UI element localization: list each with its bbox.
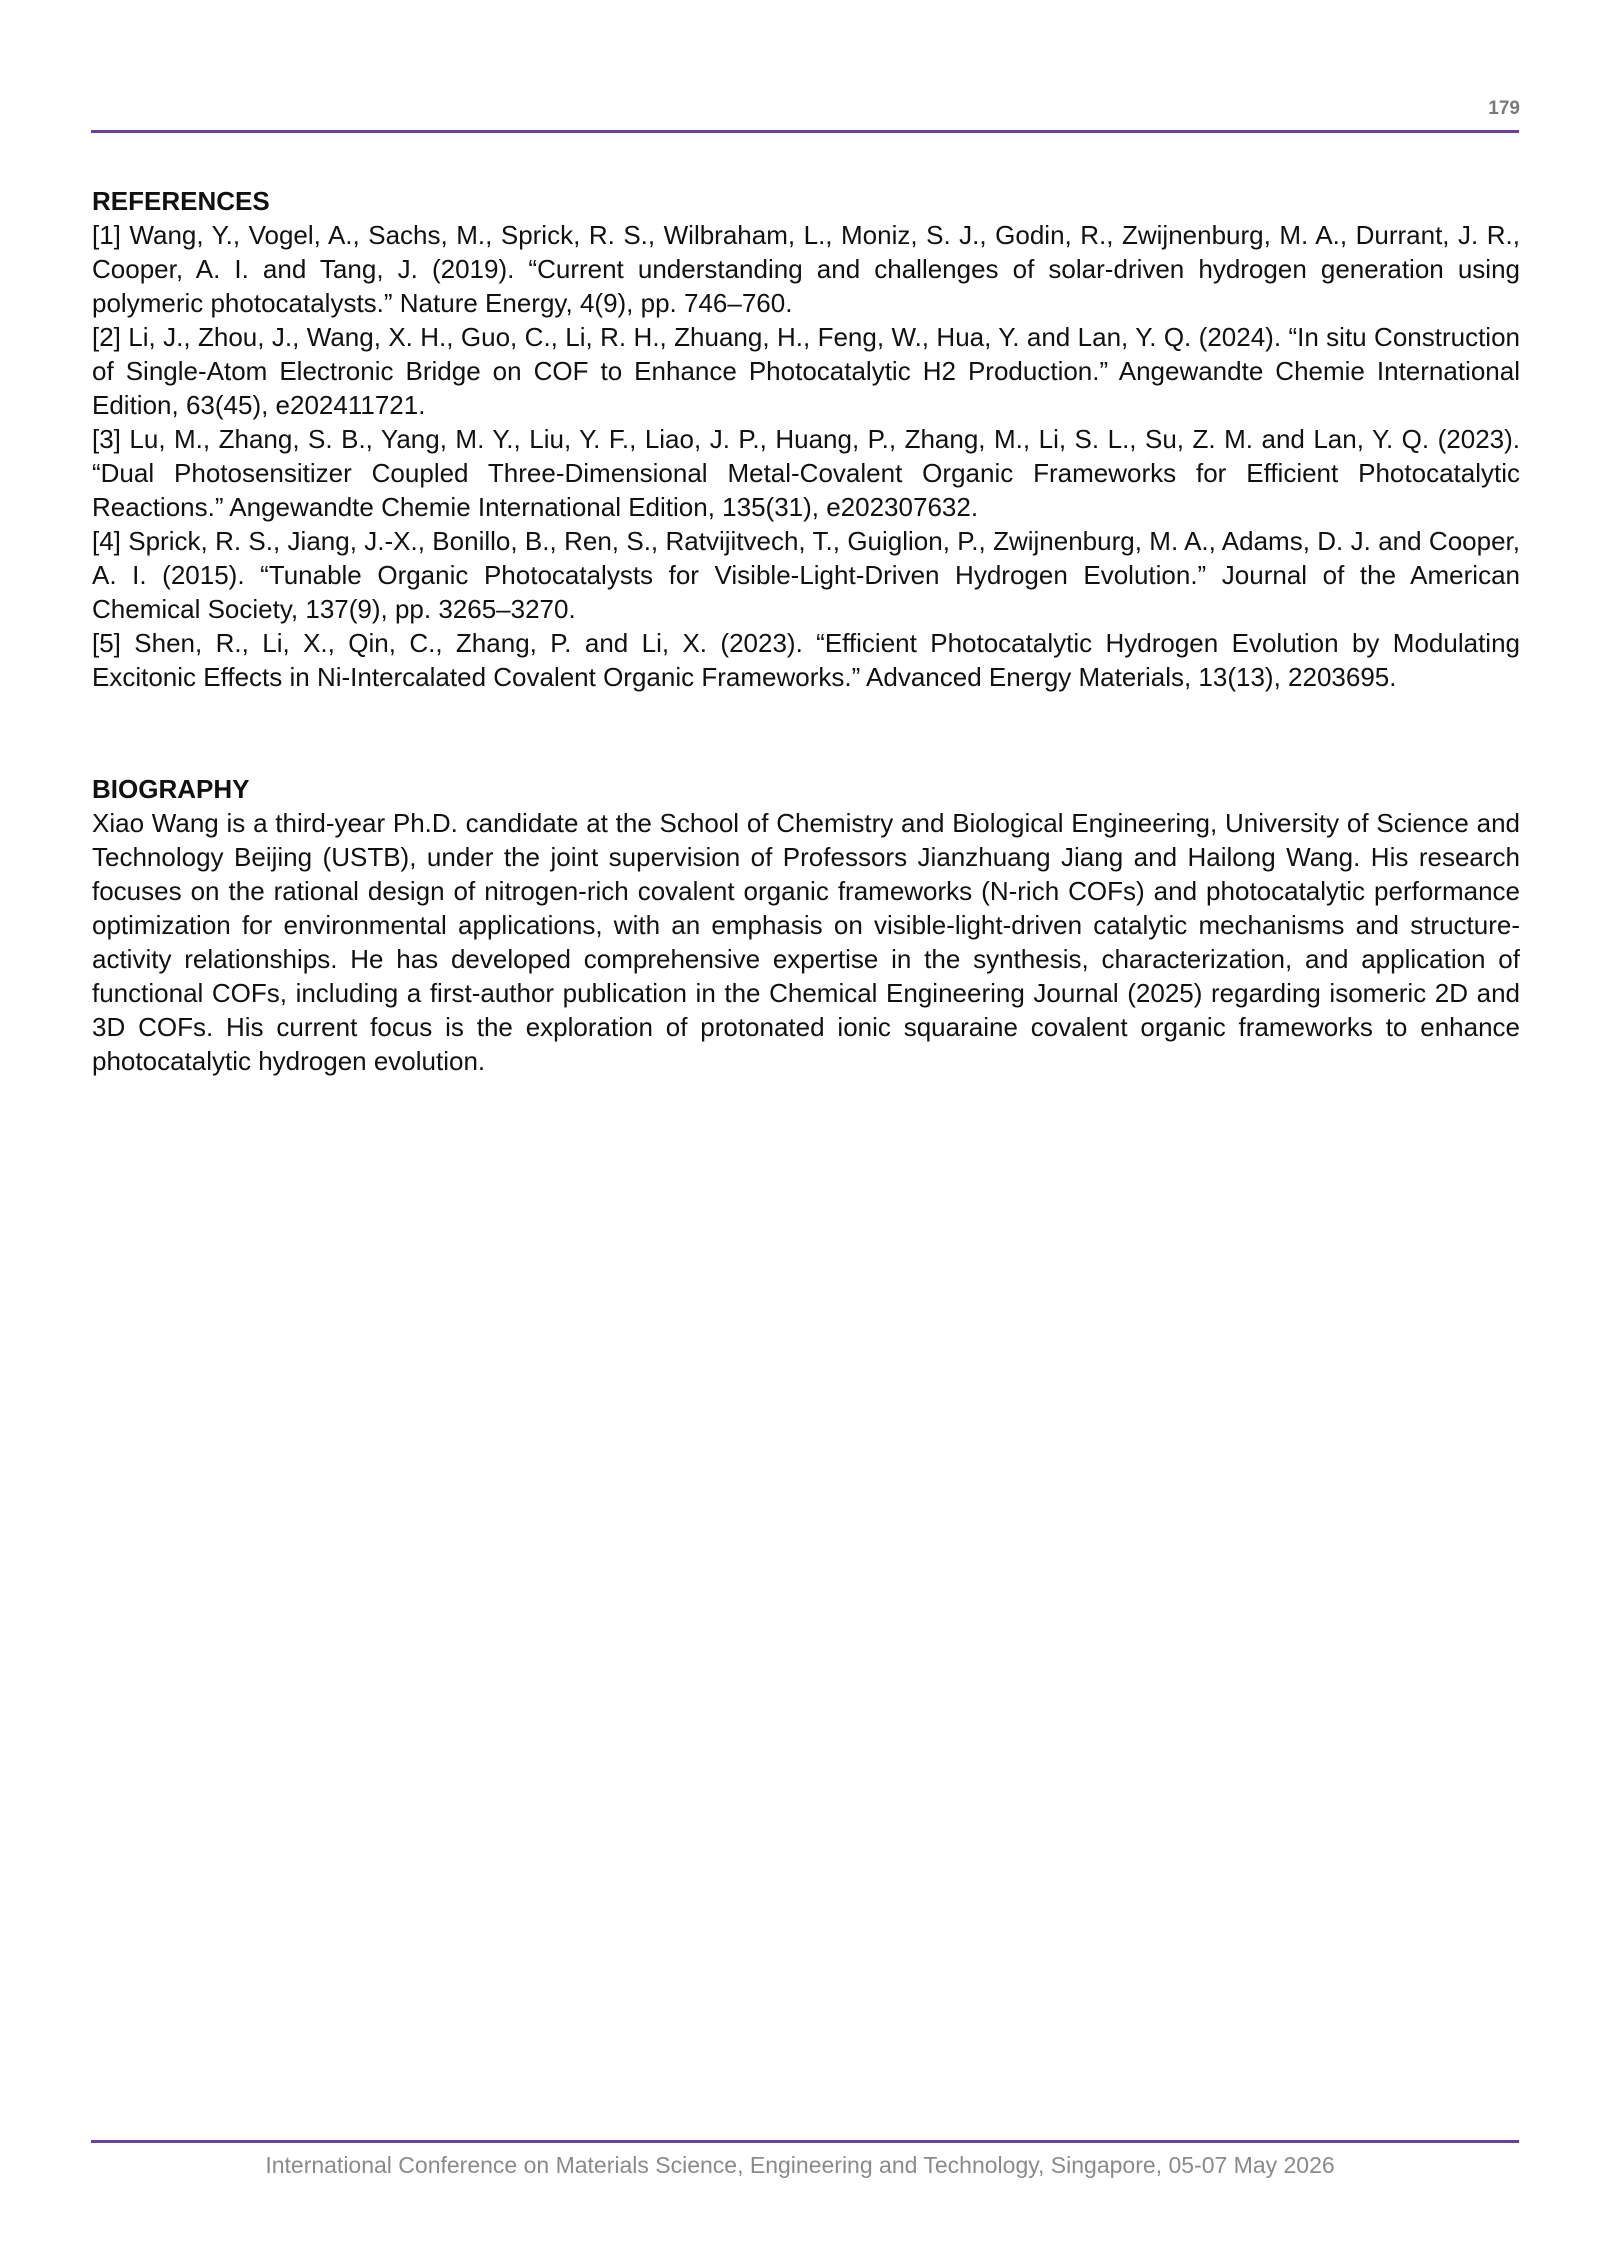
- references-section: [92, 184, 1520, 694]
- page-body: [92, 184, 1520, 1078]
- biography-text: Xiao Wang is a third-year Ph.D. candidate at the School of Chemistry and Biological Engineering, University of Science and Technology Beijing (USTB), under the joint supervision of Professors Jianzhuang Jiang and Hailong Wang. His research focuses on the rational design of nitrogen-rich covalent organic frameworks (N-rich COFs) and photocatalytic performance optimization for environmental applications, with an emphasis on visible-light-driven catalytic mechanisms and structure-activity relationships. He has developed comprehensive expertise in the synthesis, characterization, and application of functional COFs, including a first-author publication in the Chemical Engineering Journal (2025) regarding isomeric 2D and 3D COFs. His current focus is the exploration of protonated ionic squaraine covalent organic frameworks to enhance photocatalytic hydrogen evolution.: [92, 808, 1520, 1076]
- reference-item: [5] Shen, R., Li, X., Qin, C., Zhang, P. and Li, X. (2023). “Efficient Photocatalytic Hydrogen Evolution by Modulating Excitonic Effects in Ni-Intercalated Covalent Organic Frameworks.” Advanced Energy Materials, 13(13), 2203695.: [92, 628, 1520, 692]
- reference-item: [3] Lu, M., Zhang, S. B., Yang, M. Y., Liu, Y. F., Liao, J. P., Huang, P., Zhang, M., Li, S. L., Su, Z. M. and Lan, Y. Q. (2023). “Dual Photosensitizer Coupled Three-Dimensional Metal-Covalent Organic Frameworks for Efficient Photocatalytic Reactions.” Angewandte Chemie International Edition, 135(31), e202307632.: [92, 424, 1520, 522]
- reference-item: [1] Wang, Y., Vogel, A., Sachs, M., Sprick, R. S., Wilbraham, L., Moniz, S. J., Godin, R., Zwijnenburg, M. A., Durrant, J. R., Cooper, A. I. and Tang, J. (2019). “Current understanding and challenges of solar-driven hydrogen generation using polymeric photocatalysts.” Nature Energy, 4(9), pp. 746–760.: [92, 220, 1520, 318]
- header-rule: [91, 130, 1519, 133]
- biography-heading: BIOGRAPHY: [92, 774, 250, 804]
- references-heading: REFERENCES: [92, 186, 270, 216]
- reference-item: [4] Sprick, R. S., Jiang, J.-X., Bonillo, B., Ren, S., Ratvijitvech, T., Guiglion, P., Zwijnenburg, M. A., Adams, D. J. and Cooper, A. I. (2015). “Tunable Organic Photocatalysts for Visible-Light-Driven Hydrogen Evolution.” Journal of the American Chemical Society, 137(9), pp. 3265–3270.: [92, 526, 1520, 624]
- footer-rule: [91, 2140, 1519, 2143]
- biography-section: [92, 772, 1520, 1078]
- footer-text: International Conference on Materials Science, Engineering and Technology, Singapore, 05-07 May 2026: [265, 2152, 1335, 2178]
- reference-item: [2] Li, J., Zhou, J., Wang, X. H., Guo, C., Li, R. H., Zhuang, H., Feng, W., Hua, Y. and Lan, Y. Q. (2024). “In situ Construction of Single-Atom Electronic Bridge on COF to Enhance Photocatalytic H2 Production.” Angewandte Chemie International Edition, 63(45), e202411721.: [92, 322, 1520, 420]
- page-number: 179: [1488, 98, 1520, 119]
